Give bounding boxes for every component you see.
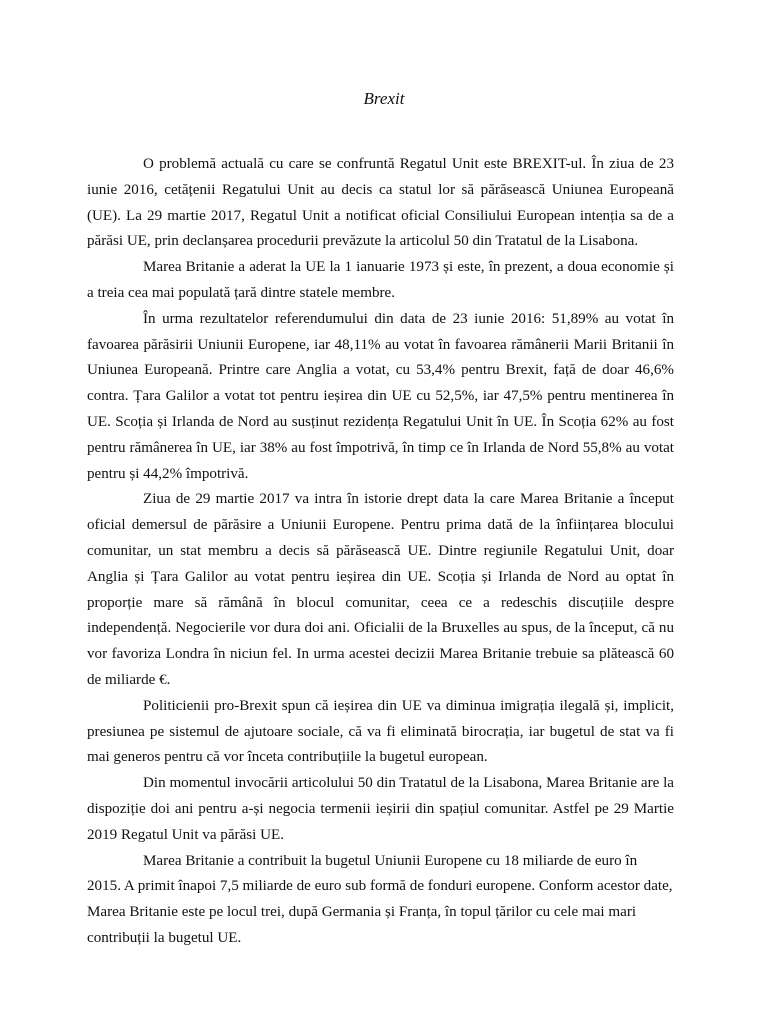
paragraph-referendum-results: În urma rezultatelor referendumului din data de 23 iunie 2016: 51,89% au votat în favoarea părăsirii Uniunii Europene, iar 48,11% au votat în favoarea rămânerii Marii Britanii în Uniunea Europeană. Printre care Anglia a votat, cu 53,4% pentru Brexit, față de doar 46,6% contra. Țara Galilor a votat tot pentru ieșirea din UE cu 52,5%, iar 47,5% pentru mentinerea în UE. Scoția și Irlanda de Nord au susținut rezidența Regatului Unit în UE. În Scoția 62% au fost pentru rămânerea în UE, iar 38% au fost împotrivă, în timp ce în Irlanda de Nord 55,8% au votat pentru și 44,2% împotrivă.: [87, 310, 674, 482]
paragraph-uk-membership: Marea Britanie a aderat la UE la 1 ianuarie 1973 și este, în prezent, a doua economie și a treia cea mai populată țară dintre statele membre.: [87, 259, 674, 301]
paragraph-budget-contribution: Marea Britanie a contribuit la bugetul Uniunii Europene cu 18 miliarde de euro în 2015. A primit înapoi 7,5 miliarde de euro sub formă de fonduri europene. Conform acestor date, Marea Britanie este pe locul trei, după Germania și Franța, în topul țărilor cu cele mai mari contribuții la bugetul UE.: [87, 852, 673, 946]
document-body: [87, 152, 674, 952]
paragraph-pro-brexit-arguments: Politicienii pro-Brexit spun că ieșirea din UE va diminua imigrația ilegală și, implicit, presiunea pe sistemul de ajutoare sociale, că va fi eliminată birocrația, iar bugetul de stat va fi mai generos pentru că vor înceta contribuțiile la bugetul european.: [87, 697, 674, 766]
paragraph-exit-timeline: Din momentul invocării articolului 50 din Tratatul de la Lisabona, Marea Britanie are la dispoziție doi ani pentru a-și negocia termenii ieșirii din spațiul comunitar. Astfel pe 29 Martie 2019 Regatul Unit va părăsi UE.: [87, 775, 674, 843]
paragraph-brexit-intro: O problemă actuală cu care se confruntă Regatul Unit este BREXIT-ul. În ziua de 23 iunie 2016, cetățenii Regatului Unit au decis ca statul lor să părăsească Uniunea Europeană (UE). La 29 martie 2017, Regatul Unit a notificat oficial Consiliului European intenția sa de a părăsi UE, prin declanșarea procedurii prevăzute la articolul 50 din Tratatul de la Lisabona.: [87, 156, 674, 250]
paragraph-article-50-trigger: Ziua de 29 martie 2017 va intra în istorie drept data la care Marea Britanie a început oficial demersul de părăsire a Uniunii Europene. Pentru prima dată de la înființarea blocului comunitar, un stat membru a decis să părăsească UE. Dintre regiunile Regatului Unit, doar Anglia și Țara Galilor au votat pentru ieșirea din UE. Scoția și Irlanda de Nord au optat în proporție mare să rămână în blocul comunitar, ceea ce a redeschis discuțiile despre independență. Negocierile vor dura doi ani. Oficialii de la Bruxelles au spus, de la început, că nu vor favoriza Londra în niciun fel. In urma acestei decizii Marea Britanie trebuie sa plătească 60 de miliarde €.: [87, 491, 674, 688]
document-title: Brexit: [363, 89, 405, 108]
